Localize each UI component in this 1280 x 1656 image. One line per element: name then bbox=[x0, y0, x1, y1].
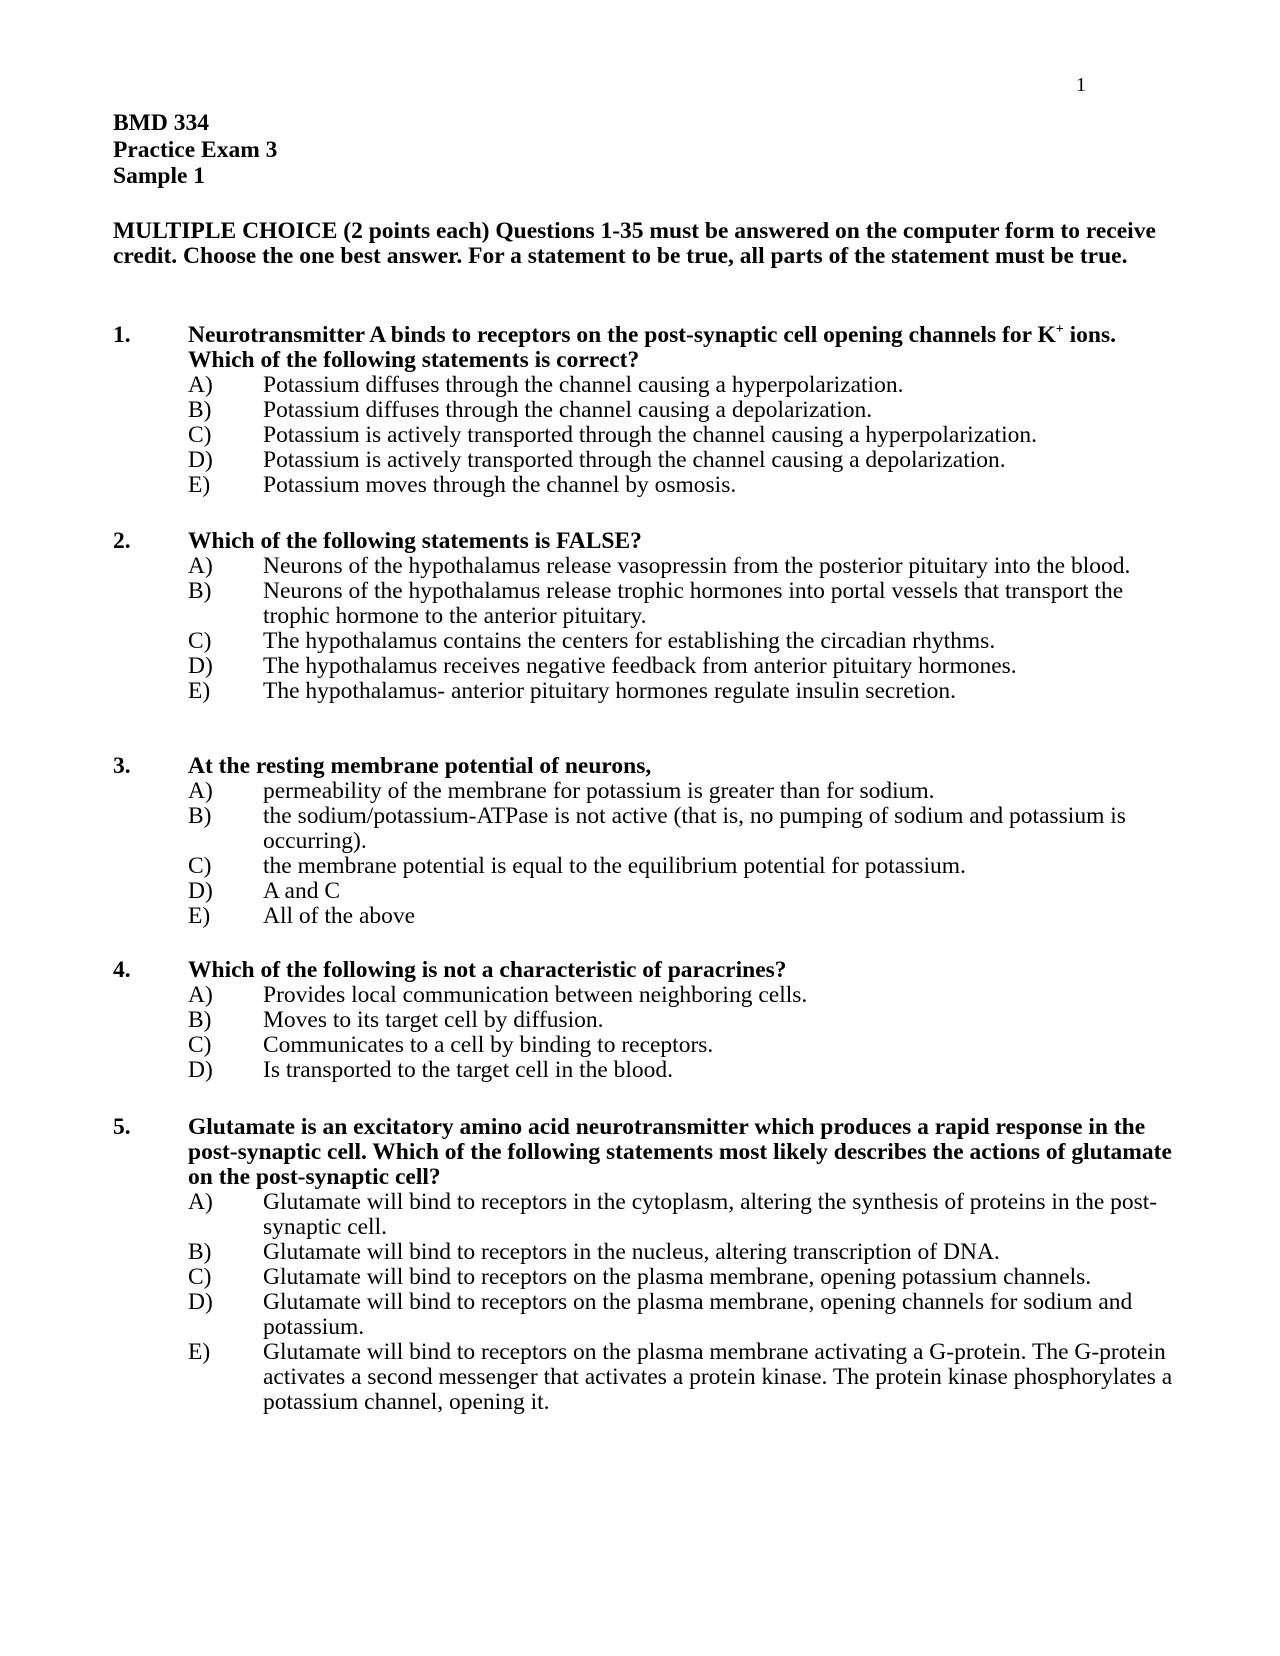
choice-text: permeability of the membrane for potassium is greater than for sodium. bbox=[263, 778, 935, 804]
choice-c bbox=[113, 1033, 1173, 1058]
choice-text: Potassium is actively transported through the channel causing a hyperpolarization. bbox=[263, 422, 1037, 448]
choice-a bbox=[113, 1190, 1173, 1240]
question-4 bbox=[113, 958, 1173, 1083]
choice-text: Glutamate will bind to receptors on the plasma membrane activating a G-protein. The G-protein activates a second messenger that activates a protein kinase. The protein kinase phosphorylates a potassium channel, opening it. bbox=[263, 1339, 1173, 1415]
choice-letter: B) bbox=[188, 397, 212, 423]
question-text bbox=[188, 323, 1173, 373]
choice-text: The hypothalamus contains the centers for establishing the circadian rhythms. bbox=[263, 628, 996, 654]
choice-c bbox=[113, 854, 1173, 879]
choice-letter: B) bbox=[188, 578, 212, 604]
choice-c bbox=[113, 423, 1173, 448]
choice-text: Communicates to a cell by binding to receptors. bbox=[263, 1032, 714, 1058]
choice-text: Glutamate will bind to receptors in the cytoplasm, altering the synthesis of proteins in the post-synaptic cell. bbox=[263, 1189, 1158, 1240]
question-stem bbox=[113, 958, 1173, 983]
question-text-part: ions. Which of the following statements is correct? bbox=[188, 322, 1117, 373]
question-3 bbox=[113, 754, 1173, 929]
choice-text: Is transported to the target cell in the blood. bbox=[263, 1057, 674, 1083]
choice-letter: A) bbox=[188, 982, 213, 1008]
choice-text: Potassium moves through the channel by osmosis. bbox=[263, 472, 737, 498]
choice-text: Glutamate will bind to receptors in the nucleus, altering transcription of DNA. bbox=[263, 1239, 1000, 1265]
choice-e bbox=[113, 904, 1173, 929]
choice-a bbox=[113, 779, 1173, 804]
question-number: 4. bbox=[113, 957, 131, 983]
choice-e bbox=[113, 1340, 1173, 1415]
choice-letter: E) bbox=[188, 903, 211, 929]
choice-text: Potassium diffuses through the channel causing a hyperpolarization. bbox=[263, 372, 904, 398]
question-text: Glutamate is an excitatory amino acid neurotransmitter which produces a rapid response in the post-synaptic cell. Which of the following statements most likely describes the actions of glutamate on the post-synaptic cell? bbox=[188, 1114, 1172, 1190]
choice-d bbox=[113, 1290, 1173, 1340]
exam-header bbox=[113, 110, 277, 190]
choice-a bbox=[113, 554, 1173, 579]
choice-letter: D) bbox=[188, 1057, 213, 1083]
choice-b bbox=[113, 398, 1173, 423]
question-number: 1. bbox=[113, 322, 131, 348]
choice-letter: C) bbox=[188, 853, 212, 879]
question-stem bbox=[113, 754, 1173, 779]
choice-d bbox=[113, 654, 1173, 679]
course-code: BMD 334 bbox=[113, 110, 209, 136]
choice-text: All of the above bbox=[263, 903, 416, 929]
question-text: Which of the following is not a characteristic of paracrines? bbox=[188, 957, 787, 983]
choice-letter: D) bbox=[188, 447, 213, 473]
choice-d bbox=[113, 879, 1173, 904]
question-stem bbox=[113, 323, 1173, 373]
choice-c bbox=[113, 1265, 1173, 1290]
choice-letter: A) bbox=[188, 372, 213, 398]
exam-title: Practice Exam 3 bbox=[113, 136, 278, 163]
choice-text: the membrane potential is equal to the equilibrium potential for potassium. bbox=[263, 853, 966, 879]
question-2 bbox=[113, 529, 1173, 704]
choice-c bbox=[113, 629, 1173, 654]
choice-letter: A) bbox=[188, 553, 213, 579]
choice-letter: B) bbox=[188, 1239, 212, 1265]
choice-letter: E) bbox=[188, 1339, 211, 1365]
choice-letter: B) bbox=[188, 1007, 212, 1033]
question-1 bbox=[113, 323, 1173, 498]
choice-text: Potassium diffuses through the channel causing a depolarization. bbox=[263, 397, 873, 423]
superscript-plus: + bbox=[1055, 322, 1064, 337]
choice-text: Neurons of the hypothalamus release trophic hormones into portal vessels that transport the trophic hormone to the anterior pituitary. bbox=[263, 578, 1124, 629]
choice-letter: A) bbox=[188, 778, 213, 804]
choice-b bbox=[113, 804, 1173, 854]
choice-b bbox=[113, 1008, 1173, 1033]
choice-a bbox=[113, 373, 1173, 398]
question-stem bbox=[113, 1115, 1173, 1190]
choice-letter: D) bbox=[188, 1289, 213, 1315]
choice-text: Potassium is actively transported through the channel causing a depolarization. bbox=[263, 447, 1006, 473]
choice-text: Glutamate will bind to receptors on the plasma membrane, opening channels for sodium and potassium. bbox=[263, 1289, 1133, 1340]
choice-letter: C) bbox=[188, 1264, 212, 1290]
page-number: 1 bbox=[1076, 74, 1086, 96]
choice-b bbox=[113, 579, 1173, 629]
choice-e bbox=[113, 473, 1173, 498]
choice-text: Moves to its target cell by diffusion. bbox=[263, 1007, 604, 1033]
choice-letter: A) bbox=[188, 1189, 213, 1215]
choice-letter: C) bbox=[188, 1032, 212, 1058]
choice-letter: B) bbox=[188, 803, 212, 829]
choice-text: Provides local communication between neighboring cells. bbox=[263, 982, 808, 1008]
question-stem bbox=[113, 529, 1173, 554]
choice-letter: E) bbox=[188, 472, 211, 498]
choice-text: The hypothalamus- anterior pituitary hormones regulate insulin secretion. bbox=[263, 678, 957, 704]
choice-d bbox=[113, 1058, 1173, 1083]
choice-b bbox=[113, 1240, 1173, 1265]
question-number: 2. bbox=[113, 528, 131, 554]
choice-letter: C) bbox=[188, 628, 212, 654]
choice-text: the sodium/potassium-ATPase is not active (that is, no pumping of sodium and potassium is occurring). bbox=[263, 803, 1126, 854]
choice-letter: E) bbox=[188, 678, 211, 704]
question-text-part: Neurotransmitter A binds to receptors on the post-synaptic cell opening channels for K bbox=[188, 322, 1056, 348]
choice-text: Neurons of the hypothalamus release vasopressin from the posterior pituitary into the blood. bbox=[263, 553, 1131, 579]
choice-text: The hypothalamus receives negative feedback from anterior pituitary hormones. bbox=[263, 653, 1017, 679]
choice-letter: C) bbox=[188, 422, 212, 448]
choice-letter: D) bbox=[188, 878, 213, 904]
question-text: Which of the following statements is FALSE? bbox=[188, 528, 642, 554]
choice-text: Glutamate will bind to receptors on the plasma membrane, opening potassium channels. bbox=[263, 1264, 1092, 1290]
question-text: At the resting membrane potential of neurons, bbox=[188, 753, 652, 779]
sample-label: Sample 1 bbox=[113, 163, 206, 189]
question-5 bbox=[113, 1115, 1173, 1415]
choice-e bbox=[113, 679, 1173, 704]
question-number: 5. bbox=[113, 1114, 131, 1140]
choice-letter: D) bbox=[188, 653, 213, 679]
instructions: MULTIPLE CHOICE (2 points each) Questions 1-35 must be answered on the computer form to receive credit. Choose the one best answer. For a statement to be true, all parts of the statement must be true. bbox=[113, 218, 1156, 269]
choice-a bbox=[113, 983, 1173, 1008]
choice-d bbox=[113, 448, 1173, 473]
question-number: 3. bbox=[113, 753, 131, 779]
choice-text: A and C bbox=[263, 878, 341, 904]
